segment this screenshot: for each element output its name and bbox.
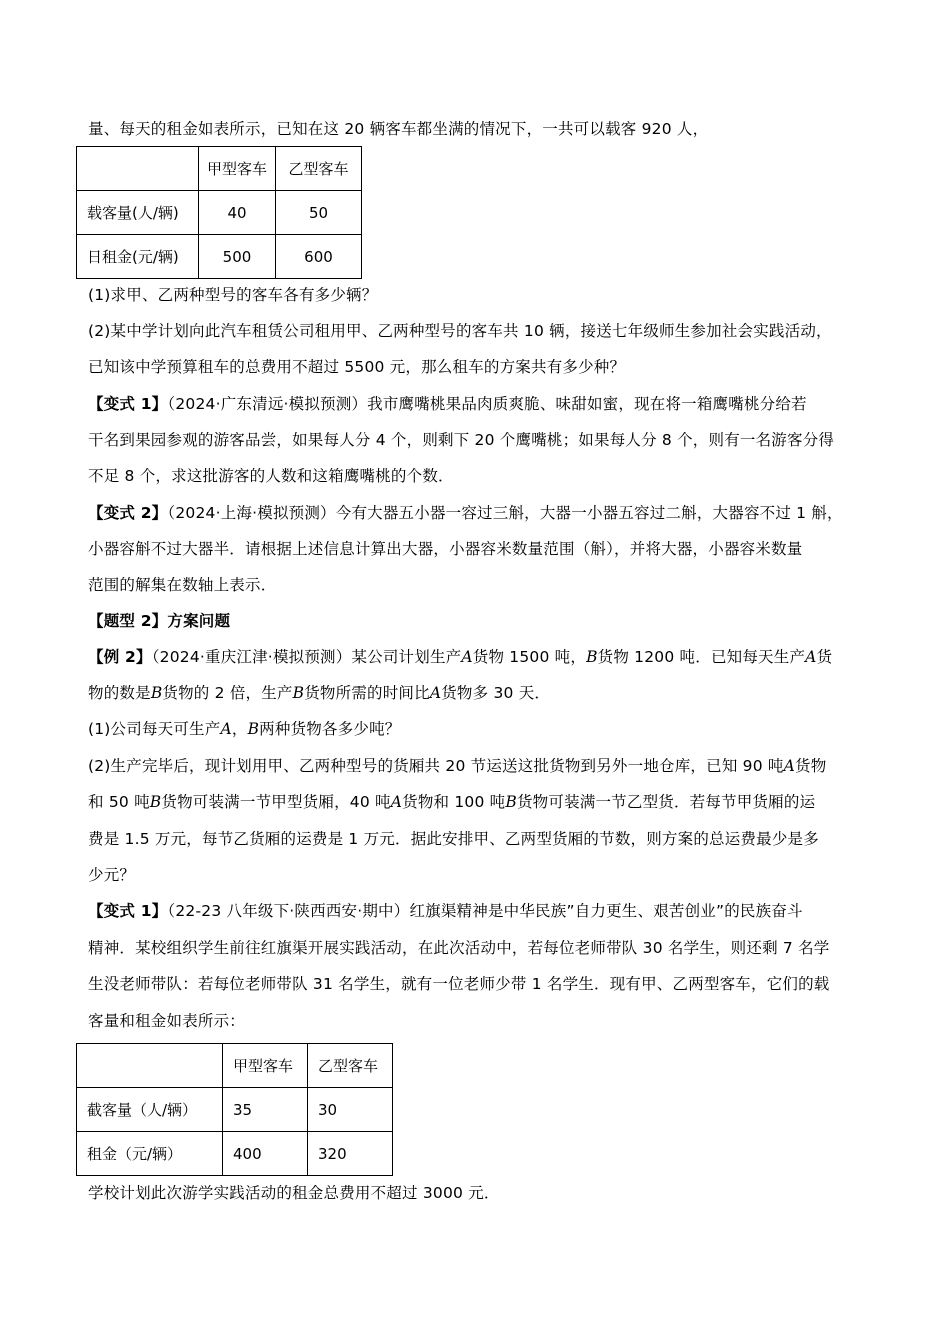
example-2-line [88, 646, 832, 668]
table-header-row [77, 147, 362, 191]
text-segment: 货 [816, 648, 833, 666]
var-b: B [292, 684, 305, 702]
variant-text: （22-23 八年级下·陕西西安·期中）红旗渠精神是中华民族”自力更生、艰苦创业”的民族奋斗 [167, 902, 803, 920]
text-line: 生没老师带队：若每位老师带队 31 名学生，就有一位老师少带 1 名学生．现有甲、乙两型客车，它们的载 [88, 975, 830, 993]
table-cell: 50 [276, 191, 362, 235]
example-label: 【例 2】 [88, 648, 152, 666]
table-row [77, 1088, 393, 1132]
var-a: A [461, 648, 473, 666]
table-cell: 600 [276, 235, 362, 279]
text-segment: 货物 1200 吨．已知每天生产 [597, 648, 806, 666]
variant-label: 【变式 2】 [88, 504, 168, 522]
text-segment: 货物所需的时间比 [304, 684, 430, 702]
var-b: B [586, 648, 598, 666]
text-segment: 货物和 100 吨 [402, 793, 506, 811]
variant-2-line [88, 502, 843, 524]
table-cell: 30 [308, 1088, 393, 1132]
variant-1-line [88, 393, 807, 415]
question-1: (1)求甲、乙两种型号的客车各有多少辆？ [88, 286, 378, 304]
text-segment: 货物可装满一节乙型货．若每节甲货厢的运 [516, 793, 816, 811]
var-b: B [149, 793, 162, 811]
text-segment: (2)生产完毕后，现计划用甲、乙两种型号的货厢共 20 节运送这批货物到另外一地仓库，已知 90 吨 [88, 757, 784, 775]
question-2: (2)某中学计划向此汽车租赁公司租用甲、乙两种型号的客车共 10 辆，接送七年级师生参加社会实践活动， [88, 322, 832, 340]
section-heading: 【题型 2】方案问题 [88, 612, 231, 630]
text-line: 学校计划此次游学实践活动的租金总费用不超过 3000 元． [88, 1184, 500, 1202]
var-a: A [805, 648, 817, 666]
text-line [88, 682, 550, 704]
var-a: A [220, 720, 232, 738]
text-line: 量、每天的租金如表所示，已知在这 20 辆客车都坐满的情况下，一共可以载客 920 人， [88, 120, 709, 138]
text-line: 不足 8 个，求这批游客的人数和这箱鹰嘴桃的个数． [88, 467, 454, 485]
table-header-row [77, 1044, 393, 1088]
text-line: 精神．某校组织学生前往红旗渠开展实践活动，在此次活动中，若每位老师带队 30 名学生，则还剩 7 名学 [88, 939, 830, 957]
table-row [77, 1132, 393, 1176]
table-cell: 日租金(元/辆) [77, 235, 199, 279]
table-cell: 40 [199, 191, 276, 235]
table-header-cell: 甲型客车 [223, 1044, 308, 1088]
table-cell: 载客量(人/辆) [77, 191, 199, 235]
variant-label: 【变式 1】 [88, 902, 168, 920]
text-segment: ， [231, 720, 248, 738]
var-a: A [390, 793, 403, 811]
var-b: B [247, 720, 260, 738]
variant-label: 【变式 1】 [88, 395, 168, 413]
variant-text: （2024·广东清远·模拟预测）我市鹰嘴桃果品肉质爽脆、味甜如蜜，现在将一箱鹰嘴桃分给若 [167, 395, 807, 413]
table-cell: 35 [223, 1088, 308, 1132]
var-a: A [783, 757, 796, 775]
table-row [77, 235, 362, 279]
text-line [88, 791, 815, 813]
var-a: A [429, 684, 442, 702]
table-cell: 截客量（人/辆） [77, 1088, 223, 1132]
question-1 [88, 718, 400, 740]
table-cell: 320 [308, 1132, 393, 1176]
table-cell: 租金（元/辆） [77, 1132, 223, 1176]
question-2 [88, 755, 826, 777]
bus-rental-table [76, 146, 362, 279]
text-segment: 物的数是 [88, 684, 151, 702]
text-segment: 货物的 2 倍，生产 [162, 684, 293, 702]
table-header-cell: 甲型客车 [199, 147, 276, 191]
text-line: 少元？ [88, 866, 136, 884]
text-segment: （2024·重庆江津·模拟预测）某公司计划生产 [151, 648, 462, 666]
table-header-cell: 乙型客车 [276, 147, 362, 191]
table-header-cell: 乙型客车 [308, 1044, 393, 1088]
text-segment: 货物多 30 天． [441, 684, 551, 702]
var-b: B [505, 793, 517, 811]
bus-rental-table-2 [76, 1043, 393, 1176]
text-line: 客量和租金如表所示： [88, 1012, 246, 1030]
table-header-cell [77, 147, 199, 191]
text-line: 已知该中学预算租车的总费用不超过 5500 元，那么租车的方案共有多少种？ [88, 358, 626, 376]
table-cell: 500 [199, 235, 276, 279]
table-row [77, 191, 362, 235]
text-segment: 货物可装满一节甲型货厢，40 吨 [161, 793, 391, 811]
text-segment: 货物 1500 吨， [472, 648, 587, 666]
text-segment: (1)公司每天可生产 [88, 720, 221, 738]
text-line: 范围的解集在数轴上表示． [88, 576, 277, 594]
text-line: 干名到果园参观的游客品尝，如果每人分 4 个，则剩下 20 个鹰嘴桃；如果每人分 8 个，则有一名游客分得 [88, 431, 835, 449]
text-segment: 货物 [795, 757, 827, 775]
text-line: 费是 1.5 万元，每节乙货厢的运费是 1 万元．据此安排甲、乙两型货厢的节数，则方案的总运费最少是多 [88, 830, 819, 848]
text-segment: 两种货物各多少吨？ [259, 720, 401, 738]
var-b: B [150, 684, 163, 702]
table-header-cell [77, 1044, 223, 1088]
variant-text: （2024·上海·模拟预测）今有大器五小器一容过三斛，大器一小器五容过二斛，大器容不过 1 斛， [167, 504, 843, 522]
variant-1-line [88, 900, 803, 922]
text-line: 小器容斛不过大器半．请根据上述信息计算出大器，小器容米数量范围（斛），并将大器，小器容米数量 [88, 540, 803, 558]
text-segment: 和 50 吨 [88, 793, 150, 811]
table-cell: 400 [223, 1132, 308, 1176]
